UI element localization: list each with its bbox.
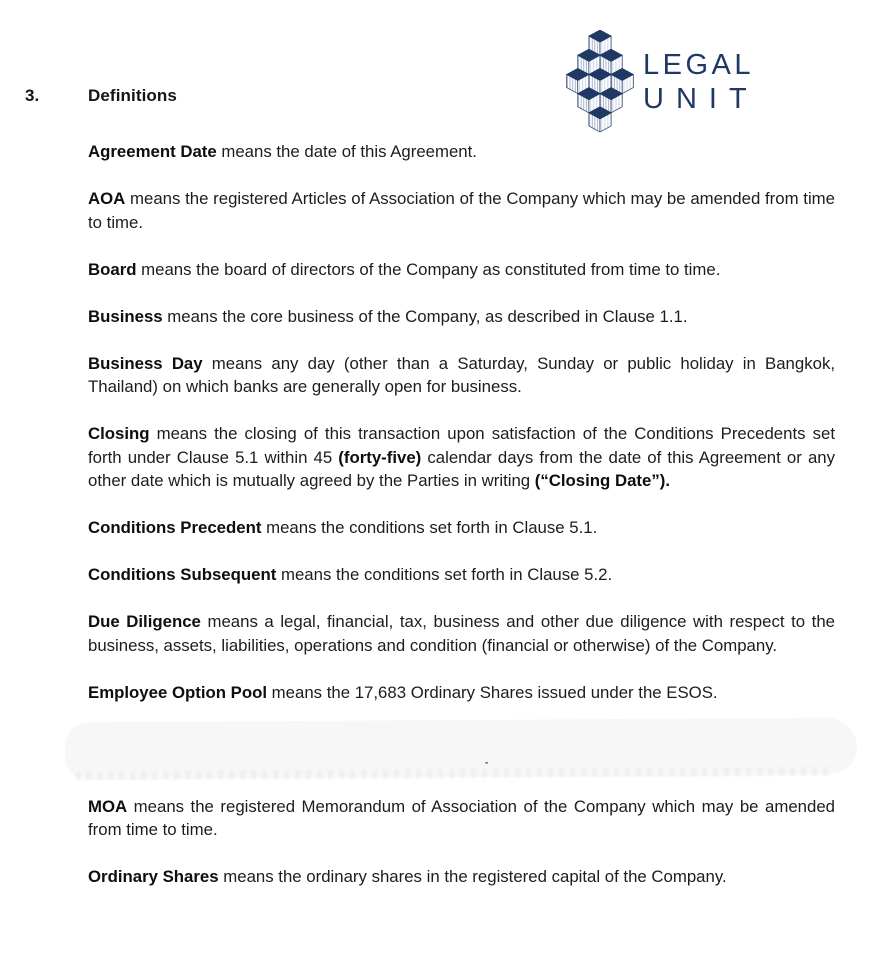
- definition-term: Due Diligence: [88, 612, 201, 631]
- definition-text: means the date of this Agreement.: [216, 142, 477, 161]
- definition-term: MOA: [88, 796, 128, 816]
- definition-term: Closing: [88, 424, 150, 443]
- definition-paragraph: [88, 795, 835, 842]
- definition-text: means the conditions set forth in Clause 5.2.: [276, 565, 613, 584]
- definition-paragraph: [88, 610, 835, 657]
- definition-text: means the core business of the Company, as described in Clause 1.1.: [162, 306, 688, 326]
- redacted-text-block: [65, 717, 857, 778]
- definition-text: means the 17,683 Ordinary Shares issued under the ESOS.: [267, 682, 718, 702]
- definition-term: Agreement Date: [88, 142, 217, 161]
- definition-paragraph: [88, 187, 835, 234]
- definition-text: means a legal, financial, tax, business and other due diligence with respect to the business, assets, liabilities, operations and condition (financial or otherwise) of the Company.: [88, 612, 835, 655]
- definition-term: Business: [88, 306, 163, 326]
- definition-text: calendar days from the date of this Agreement or any other date which is mutually agreed by the Parties in writing: [88, 447, 835, 490]
- section-title: Definitions: [88, 86, 177, 105]
- definition-term: Ordinary Shares: [88, 867, 219, 886]
- definition-text: means the registered Memorandum of Association of the Company which may be amended from time to time.: [88, 796, 835, 839]
- definition-text: means any day (other than a Saturday, Sunday or public holiday in Bangkok, Thailand) on which banks are generally open for business.: [88, 353, 835, 396]
- definition-text: means the board of directors of the Company as constituted from time to time.: [136, 259, 721, 279]
- definition-paragraph: [88, 563, 835, 587]
- definition-term: Employee Option Pool: [88, 682, 268, 702]
- definition-term: Conditions Precedent: [88, 518, 262, 537]
- cubes-logo-icon: [566, 30, 634, 132]
- definition-term: (“Closing Date”).: [534, 471, 670, 490]
- definition-term: (forty-five): [338, 447, 422, 467]
- definition-term: Board: [88, 259, 137, 279]
- definition-text: means the conditions set forth in Clause 5.1.: [261, 518, 598, 537]
- legal-unit-logo: [566, 30, 759, 132]
- definition-paragraph: [88, 516, 835, 540]
- definition-paragraph: [88, 305, 835, 329]
- section-number: 3.: [25, 86, 40, 105]
- definition-text: means the ordinary shares in the registered capital of the Company.: [218, 867, 727, 886]
- logo-word-unit: UNIT: [643, 82, 759, 115]
- definitions-list: [88, 140, 835, 912]
- definition-text: means the closing of this transaction upon satisfaction of the Conditions Precedents set forth under Clause 5.1 within 45: [88, 424, 835, 467]
- definition-term: AOA: [88, 189, 126, 208]
- section-heading: [25, 86, 177, 106]
- definition-paragraph: [88, 140, 835, 164]
- definition-paragraph: [88, 352, 835, 399]
- definition-paragraph: [88, 681, 835, 705]
- definition-term: Conditions Subsequent: [88, 565, 277, 584]
- logo-word-legal: LEGAL: [643, 48, 754, 81]
- definition-term: Business Day: [88, 353, 203, 373]
- logo-wordmark: [643, 47, 759, 116]
- definition-paragraph: [88, 258, 835, 282]
- definition-text: means the registered Articles of Association of the Company which may be amended from time to time.: [88, 189, 835, 232]
- definition-paragraph: [88, 865, 835, 889]
- definition-paragraph: [88, 422, 835, 493]
